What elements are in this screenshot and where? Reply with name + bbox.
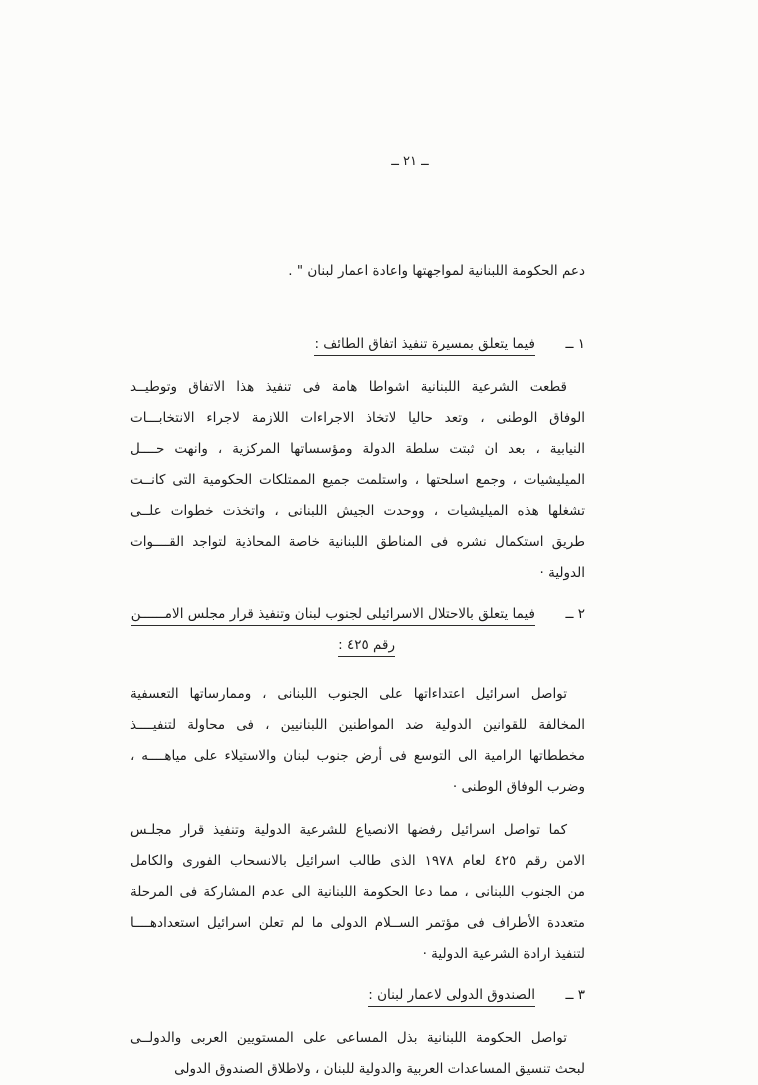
section-3-heading — [130, 980, 535, 1011]
document-text-block — [130, 0, 585, 1085]
section-2-paragraph-1 — [130, 679, 585, 803]
section-3-number: ٣ ــ — [565, 987, 585, 1003]
text-line: مخططاتها الرامية الى التوسع فى أرض جنوب لبنان والاستيلاء على مياهــــه ، — [130, 748, 585, 764]
text-line: الوفاق الوطنى ، وتعد حاليا لاتخاذ الاجراءات اللازمة لاجراء الانتخابـــات — [130, 410, 585, 426]
text-line: قطعت الشرعية اللبنانية اشواطا هامة فى تنفيذ هذا الاتفاق وتوطيــد — [130, 379, 567, 395]
text-line: لبحث تنسيق المساعدات العربية والدولية للبنان ، ولاطلاق الصندوق الدولى — [174, 1061, 585, 1077]
section-3-paragraph — [130, 1023, 585, 1085]
section-3-heading-text: الصندوق الدولى لاعمار لبنان : — [368, 987, 535, 1007]
section-1-paragraph — [130, 372, 585, 589]
section-1-heading — [130, 329, 535, 360]
text-line: تواصل اسرائيل اعتداءاتها على الجنوب اللبنانى ، وممارساتها التعسفية — [130, 686, 567, 702]
text-line: تواصل الحكومة اللبنانية بذل المساعى على المستويين العربى والدولــى — [130, 1030, 567, 1046]
text-line: وضرب الوفاق الوطنى · — [452, 779, 585, 795]
section-2-heading-row — [130, 599, 585, 661]
text-line: لتنفيذ ارادة الشرعية الدولية · — [422, 946, 585, 962]
text-line: من الجنوب اللبنانى ، مما دعا الحكومة اللبنانية الى عدم المشاركة فى المرحلة — [130, 884, 585, 900]
text-line: كما تواصل اسرائيل رفضها الانصياع للشرعية الدولية وتنفيذ قرار مجلـس — [130, 822, 567, 838]
text-line: طريق استكمال نشره فى المناطق اللبنانية خاصة المحاذية لتواجد القــــوات — [130, 534, 585, 550]
section-1-heading-text: فيما يتعلق بمسيرة تنفيذ اتفاق الطائف : — [314, 336, 535, 356]
section-2-paragraph-2 — [130, 815, 585, 970]
continuation-line: دعم الحكومة اللبنانية لمواجهتها واعادة اعمار لبنان " . — [288, 263, 585, 279]
section-2-heading-line-2 — [130, 630, 535, 661]
page-number: ــ ٢١ ــ — [391, 154, 429, 169]
section-1-number: ١ ــ — [565, 336, 585, 352]
text-line: النيابية ، بعد ان ثبتت سلطة الدولة ومؤسساتها المركزية ، وانهت حــــل — [130, 441, 585, 457]
text-line: تشغلها هذه الميليشيات ، ووحدت الجيش اللبنانى ، واتخذت خطوات علــى — [130, 503, 585, 519]
section-2-heading — [130, 599, 535, 661]
section-2-heading-text-1: فيما يتعلق بالاحتلال الاسرائيلى لجنوب لبنان وتنفيذ قرار مجلس الامــــــن — [131, 606, 535, 626]
section-1-heading-row — [130, 329, 585, 360]
section-3-heading-row — [130, 980, 585, 1011]
text-line: متعددة الأطراف فى مؤتمر الســلام الدولى ما لم تعلن اسرائيل استعدادهــــا — [130, 915, 585, 931]
text-line: الدولية · — [539, 565, 585, 581]
text-line: الامن رقم ٤٢٥ لعام ١٩٧٨ الذى طالب اسرائيل بالانسحاب الفورى والكامل — [130, 853, 585, 869]
text-line: المخالفة للقوانين الدولية ضد المواطنين اللبنانيين ، فى محاولة لتنفيــــذ — [130, 717, 585, 733]
text-line: الميليشيات ، وجمع اسلحتها ، واستلمت جميع الممتلكات الحكومية التى كانــت — [130, 472, 585, 488]
section-2-heading-text-2: رقم ٤٢٥ : — [338, 637, 395, 657]
section-2-number: ٢ ــ — [565, 606, 585, 622]
section-2-heading-line-1 — [130, 599, 535, 630]
